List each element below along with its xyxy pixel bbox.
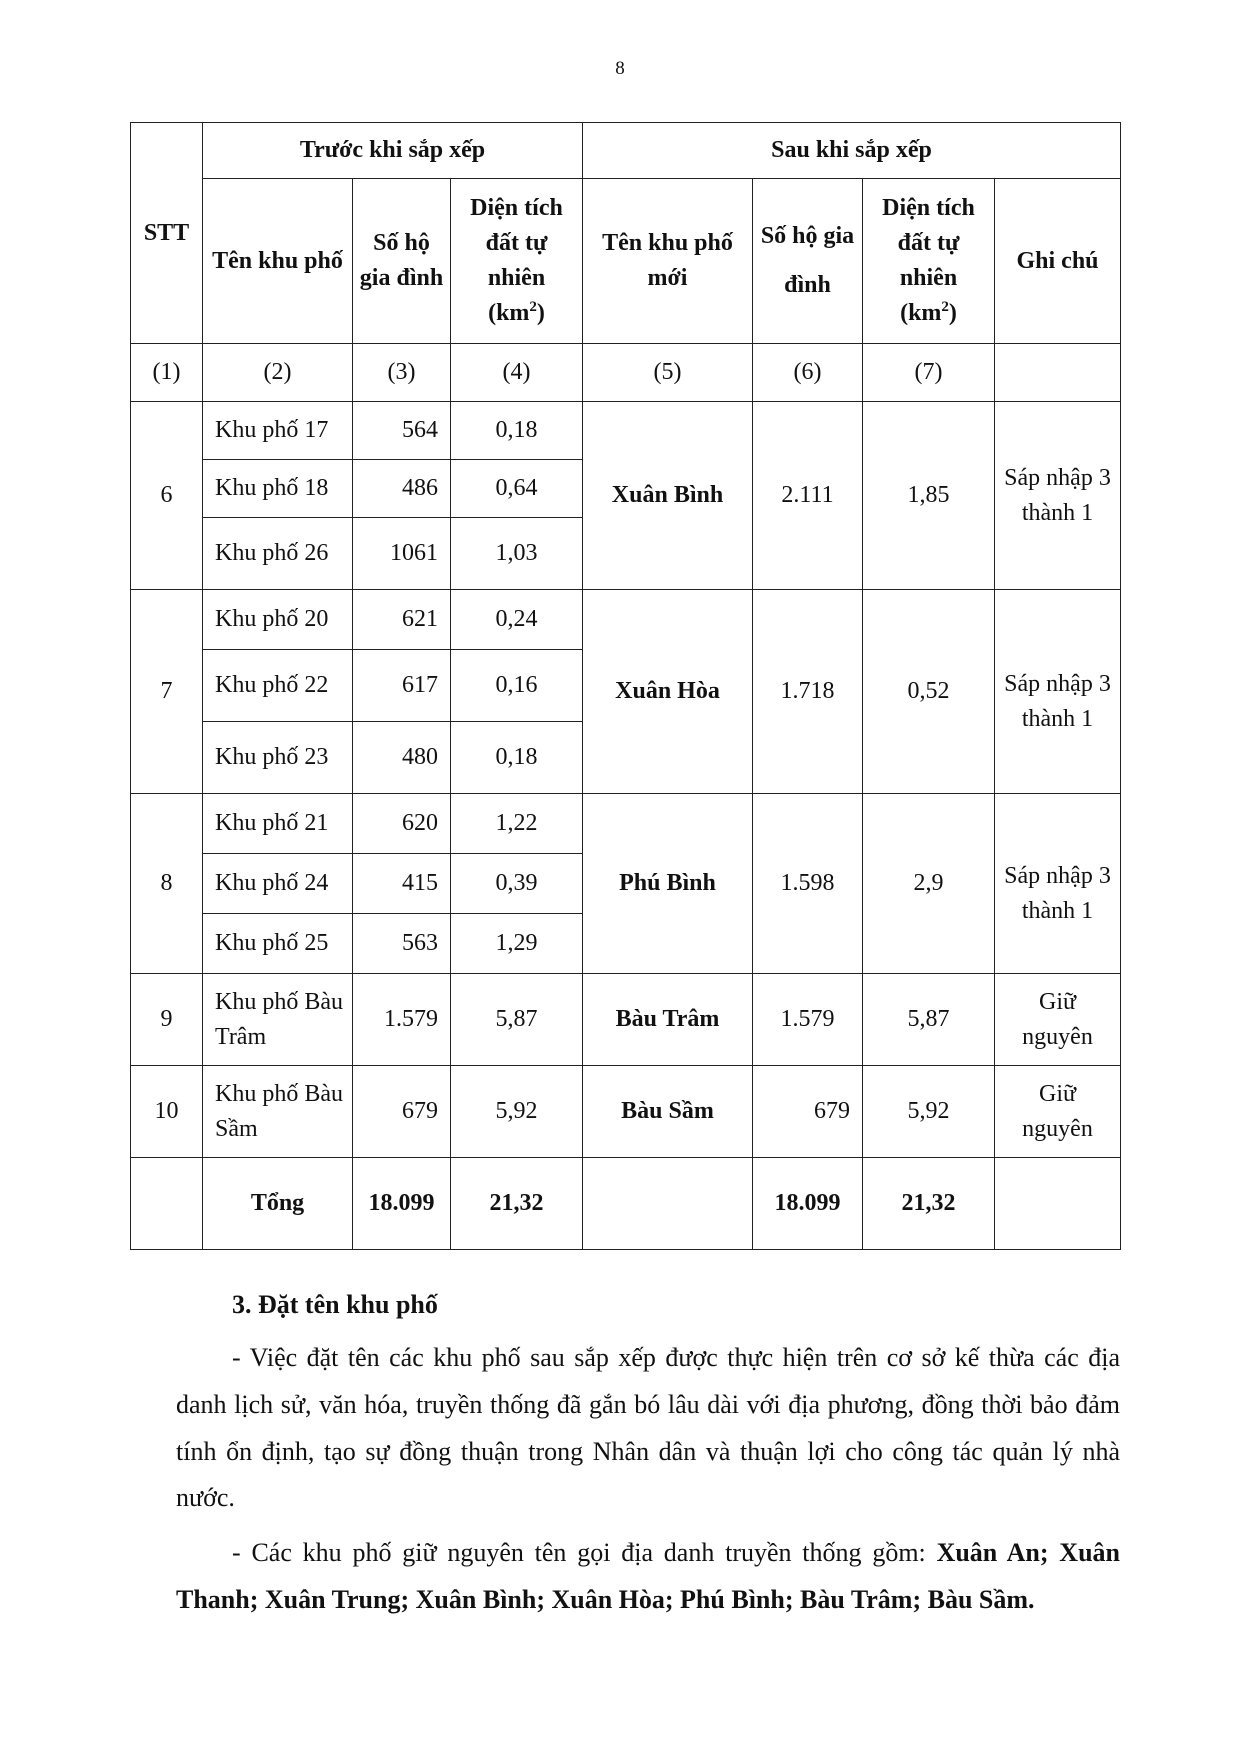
col-number: (1): [131, 344, 203, 402]
area-cell: 0,39: [451, 854, 583, 914]
stt-cell: 7: [131, 590, 203, 794]
stt-cell: 10: [131, 1066, 203, 1158]
area-cell: 0,64: [451, 460, 583, 518]
total-label: Tổng: [203, 1158, 353, 1250]
stt-cell: 8: [131, 794, 203, 974]
old-name-cell: Khu phố 26: [203, 518, 353, 590]
table-row: [131, 402, 1121, 460]
old-name-cell: Khu phố 25: [203, 914, 353, 974]
new-area-cell: 5,92: [863, 1066, 995, 1158]
header-stt: STT: [131, 123, 203, 344]
col-number: (6): [753, 344, 863, 402]
col-number: (7): [863, 344, 995, 402]
households-cell: 415: [353, 854, 451, 914]
area-cell: 0,24: [451, 590, 583, 650]
col-number: (4): [451, 344, 583, 402]
old-name-cell: Khu phố 24: [203, 854, 353, 914]
stt-cell: 6: [131, 402, 203, 590]
new-households-cell: 1.598: [753, 794, 863, 974]
new-name-cell: Bàu Trâm: [583, 974, 753, 1066]
area-cell: 5,87: [451, 974, 583, 1066]
page-number: 8: [615, 58, 625, 79]
area-cell: 1,03: [451, 518, 583, 590]
new-households-cell: 679: [753, 1066, 863, 1158]
new-households-cell: 2.111: [753, 402, 863, 590]
households-cell: 563: [353, 914, 451, 974]
old-name-cell: Khu phố Bàu Trâm: [203, 974, 353, 1066]
header-note: Ghi chú: [995, 179, 1121, 344]
old-name-cell: Khu phố 17: [203, 402, 353, 460]
old-name-cell: Khu phố Bàu Sầm: [203, 1066, 353, 1158]
header-area: Diện tích đất tự nhiên $(km^2)$: [451, 179, 583, 344]
households-cell: 480: [353, 722, 451, 794]
col-number: (3): [353, 344, 451, 402]
area-cell: 0,16: [451, 650, 583, 722]
column-number-row: [131, 344, 1121, 402]
households-cell: 621: [353, 590, 451, 650]
households-cell: 486: [353, 460, 451, 518]
households-cell: 1061: [353, 518, 451, 590]
header-before-name: Tên khu phố: [203, 179, 353, 344]
old-name-cell: Khu phố 23: [203, 722, 353, 794]
total-note-empty: [995, 1158, 1121, 1250]
households-cell: 617: [353, 650, 451, 722]
area-cell: 5,92: [451, 1066, 583, 1158]
col-number: (2): [203, 344, 353, 402]
area-cell: 0,18: [451, 402, 583, 460]
table-row: [131, 974, 1121, 1066]
total-new-area: 21,32: [863, 1158, 995, 1250]
new-area-cell: 1,85: [863, 402, 995, 590]
col-number: (5): [583, 344, 753, 402]
note-cell: Sáp nhập 3 thành 1: [995, 794, 1121, 974]
area-cell: 1,29: [451, 914, 583, 974]
header-households-after: Số hộ gia đình: [753, 179, 863, 344]
header-households: Số hộ gia đình: [353, 179, 451, 344]
note-cell: Giữ nguyên: [995, 974, 1121, 1066]
paragraph-2: - Các khu phố giữ nguyên tên gọi địa danh truyền thống gồm: Xuân An; Xuân Thanh; Xuân Trung; Xuân Bình; Xuân Hòa; Phú Bình; Bàu Trâm; Bàu Sầm.: [176, 1538, 1120, 1614]
households-cell: 679: [353, 1066, 451, 1158]
total-new-name-empty: [583, 1158, 753, 1250]
header-after-group: Sau khi sắp xếp: [583, 123, 1121, 179]
khu-pho-table: [130, 122, 1121, 1250]
old-name-cell: Khu phố 18: [203, 460, 353, 518]
new-area-cell: 0,52: [863, 590, 995, 794]
note-cell: Giữ nguyên: [995, 1066, 1121, 1158]
total-stt-empty: [131, 1158, 203, 1250]
section-heading: 3. Đặt tên khu phố: [232, 1290, 438, 1319]
area-cell: 1,22: [451, 794, 583, 854]
old-name-cell: Khu phố 22: [203, 650, 353, 722]
table-row: [131, 794, 1121, 854]
table-row: [131, 590, 1121, 650]
total-area: 21,32: [451, 1158, 583, 1250]
new-households-cell: 1.579: [753, 974, 863, 1066]
area-cell: 0,18: [451, 722, 583, 794]
note-cell: Sáp nhập 3 thành 1: [995, 590, 1121, 794]
new-area-cell: 2,9: [863, 794, 995, 974]
note-cell: Sáp nhập 3 thành 1: [995, 402, 1121, 590]
total-row: [131, 1158, 1121, 1250]
col-number-empty: [995, 344, 1121, 402]
total-new-households: 18.099: [753, 1158, 863, 1250]
new-name-cell: Xuân Bình: [583, 402, 753, 590]
header-area-after: Diện tích đất tự nhiên $(km^2)$: [863, 179, 995, 344]
households-cell: 564: [353, 402, 451, 460]
households-cell: 620: [353, 794, 451, 854]
households-cell: 1.579: [353, 974, 451, 1066]
new-area-cell: 5,87: [863, 974, 995, 1066]
new-name-cell: Phú Bình: [583, 794, 753, 974]
table-row: [131, 1066, 1121, 1158]
section-body: [176, 1335, 1120, 1632]
paragraph-1: - Việc đặt tên các khu phố sau sắp xếp được thực hiện trên cơ sở kế thừa các địa danh lịch sử, văn hóa, truyền thống đã gắn bó lâu dài với địa phương, đồng thời bảo đảm tính ổn định, tạo sự đồng thuận trong Nhân dân và thuận lợi cho công tác quản lý nhà nước.: [176, 1343, 1120, 1513]
new-name-cell: Bàu Sầm: [583, 1066, 753, 1158]
header-before-group: Trước khi sắp xếp: [203, 123, 583, 179]
old-name-cell: Khu phố 21: [203, 794, 353, 854]
total-households: 18.099: [353, 1158, 451, 1250]
new-households-cell: 1.718: [753, 590, 863, 794]
old-name-cell: Khu phố 20: [203, 590, 353, 650]
stt-cell: 9: [131, 974, 203, 1066]
header-after-name: Tên khu phố mới: [583, 179, 753, 344]
new-name-cell: Xuân Hòa: [583, 590, 753, 794]
